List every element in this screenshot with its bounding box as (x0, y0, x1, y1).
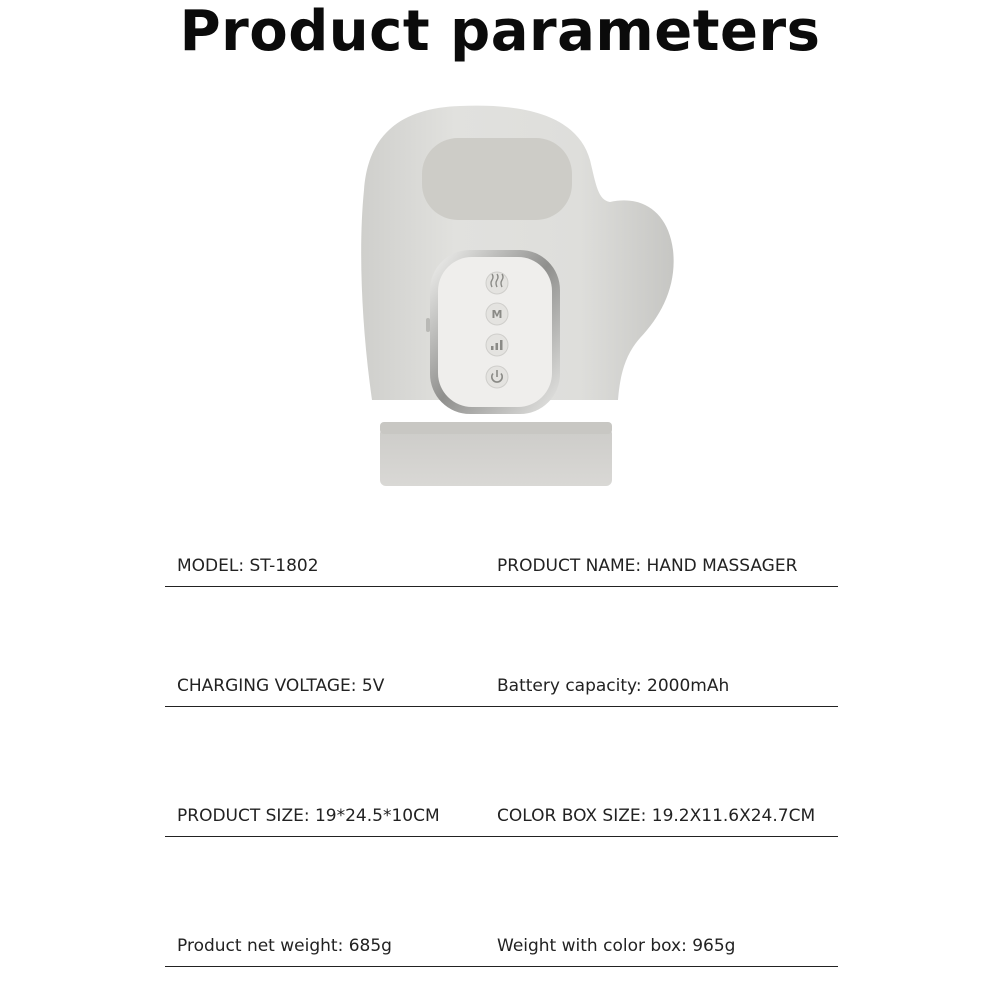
hand-massager-illustration (340, 100, 680, 490)
param-row (165, 936, 838, 967)
mode-button[interactable] (486, 303, 508, 325)
param-value: HAND MASSAGER (646, 556, 798, 576)
cuff-top-band (380, 422, 612, 434)
param-value: 19.2X11.6X24.7CM (651, 806, 816, 826)
heat-button[interactable] (486, 272, 508, 294)
param-value: 965g (692, 936, 736, 956)
param-value: 2000mAh (647, 676, 730, 696)
palm-pad (422, 138, 572, 220)
hand-massager-image (340, 100, 680, 490)
param-net-weight (177, 936, 392, 956)
param-product-size (177, 806, 440, 826)
page-title: Product parameters (179, 0, 821, 64)
param-weight-with-box (497, 936, 735, 956)
param-row (165, 676, 838, 707)
param-label: Battery capacity: (497, 676, 642, 696)
param-model (177, 556, 319, 576)
param-label: Product net weight: (177, 936, 344, 956)
param-battery-capacity (497, 676, 729, 696)
param-label: CHARGING VOLTAGE: (177, 676, 357, 696)
param-row (165, 806, 838, 837)
param-label: Weight with color box: (497, 936, 687, 956)
param-value: 5V (361, 676, 385, 696)
param-product-name (497, 556, 797, 576)
param-value: 19*24.5*10CM (314, 806, 440, 826)
param-row (165, 556, 838, 587)
side-port (426, 318, 430, 332)
wrist-cuff (380, 428, 612, 486)
param-label: COLOR BOX SIZE: (497, 806, 647, 826)
param-color-box-size (497, 806, 815, 826)
mode-m-icon: M (491, 308, 503, 321)
param-label: MODEL: (177, 556, 245, 576)
param-value: ST-1802 (249, 556, 319, 576)
intensity-button[interactable] (486, 334, 508, 356)
param-charging-voltage (177, 676, 384, 696)
power-button[interactable] (486, 366, 508, 388)
param-value: 685g (348, 936, 392, 956)
param-label: PRODUCT SIZE: (177, 806, 310, 826)
param-label: PRODUCT NAME: (497, 556, 642, 576)
